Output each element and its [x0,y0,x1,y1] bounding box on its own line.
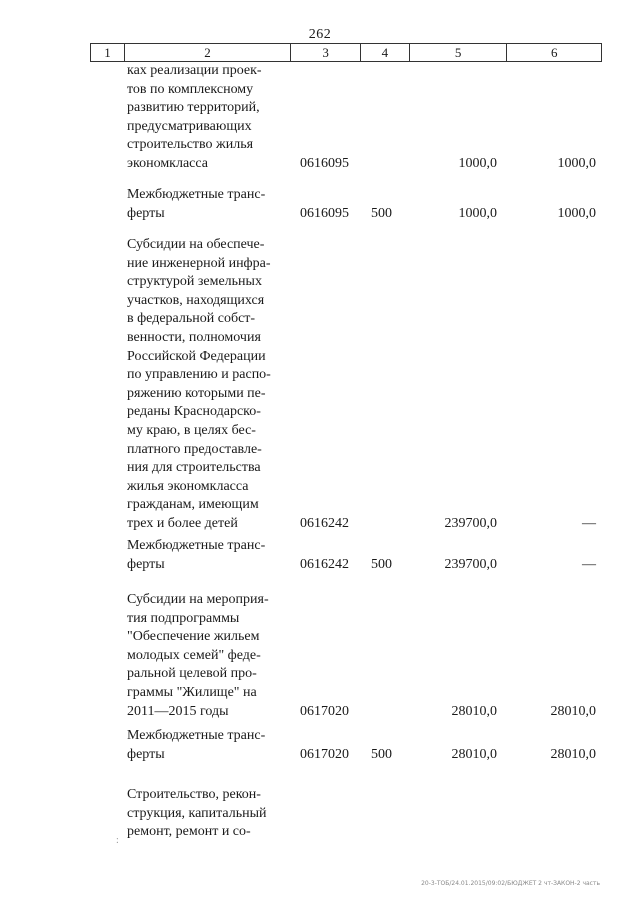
table-header [90,43,602,62]
page-footer: 20-3-ТОБ/24.01.2015/09:02/БЮДЖЕТ 2 чт-ЗАКОН-2 часть [421,880,600,887]
header-col-6: 6 [550,45,558,60]
page-number: 262 [308,27,332,42]
description-line: по управлению и распо- [127,367,271,383]
description-line: реданы Краснодарско- [127,404,261,420]
description-line: Субсидии на мероприя- [127,592,269,607]
row-value-2014: 28010,0 [451,746,497,762]
description-line: платного предоставле- [127,441,262,457]
description-line: ферты [127,556,165,572]
description-line: молодых семей" феде- [127,647,261,663]
description-line: Строительство, рекон- [127,787,261,802]
row-description [127,186,284,223]
description-line: Межбюджетные транс- [127,538,266,553]
row-code: 0617020 [300,703,349,719]
row-description [127,591,284,721]
description-line: граммы "Жилище" на [127,684,257,700]
description-line: структурой земельных [127,274,262,290]
description-line: Субсидии на обеспече- [127,237,265,252]
row-value-2015: 1000,0 [557,156,596,171]
row-description [127,786,284,842]
row-code: 0616242 [300,516,349,531]
header-col-3: 3 [291,44,361,61]
description-line: струкция, капитальный [127,805,267,821]
description-line: ние инженерной инфра- [127,255,271,271]
row-code: 0617020 [300,746,349,762]
row-code: 0616242 [300,556,349,572]
row-description [127,62,284,174]
description-line: предусматривающих [127,118,252,134]
description-line: тов по комплексному [127,81,254,97]
description-line: в федеральной собст- [127,311,256,327]
description-line: "Обеспечение жильем [127,629,260,645]
row-value-2015: 28010,0 [550,746,596,762]
description-line: строительство жилья [127,137,254,153]
row-description [127,537,284,574]
row-expense-type: 500 [371,205,392,221]
header-col-2: 2 [125,44,291,61]
description-line: ферты [127,205,165,221]
description-line: ральной целевой про- [127,666,257,682]
description-line: ния для строительства [127,460,261,476]
description-line: ках реализации проек- [127,63,262,78]
header-col-1: 1 [91,44,125,61]
description-line: жилья экономкласса [127,478,249,494]
description-line: 2011—2015 годы [127,703,229,719]
description-line: развитию территорий, [127,100,260,116]
description-line: ферты [127,746,165,762]
description-line: экономкласса [127,155,208,171]
margin-mark: : [116,835,119,846]
description-line: участков, находящихся [127,292,265,308]
row-value-2015: — [582,516,596,531]
row-code: 0616095 [300,156,349,171]
description-line: венности, полномочия [127,329,261,345]
row-description [127,236,284,534]
row-expense-type: 500 [371,556,392,572]
header-col-4: 4 [361,44,410,61]
row-value-2014: 1000,0 [458,156,497,171]
description-line: трех и более детей [127,515,238,531]
description-line: Межбюджетные транс- [127,187,266,202]
description-line: ремонт, ремонт и со- [127,824,251,840]
row-value-2014: 1000,0 [458,205,497,221]
row-value-2015: — [582,556,596,572]
row-code: 0616095 [300,205,349,221]
description-line: му краю, в целях бес- [127,422,256,438]
row-description [127,727,284,764]
header-col-5: 5 [410,44,508,61]
row-expense-type: 500 [371,746,392,762]
row-value-2014: 239700,0 [444,516,497,531]
row-value-2014: 239700,0 [444,556,497,572]
row-value-2015: 1000,0 [557,205,596,221]
description-line: тия подпрограммы [127,610,240,626]
description-line: Межбюджетные транс- [127,728,266,743]
row-value-2015: 28010,0 [550,703,596,719]
description-line: ряжению которыми пе- [127,385,266,401]
description-line: гражданам, имеющим [127,497,259,513]
row-value-2014: 28010,0 [451,703,497,719]
description-line: Российской Федерации [127,348,266,364]
